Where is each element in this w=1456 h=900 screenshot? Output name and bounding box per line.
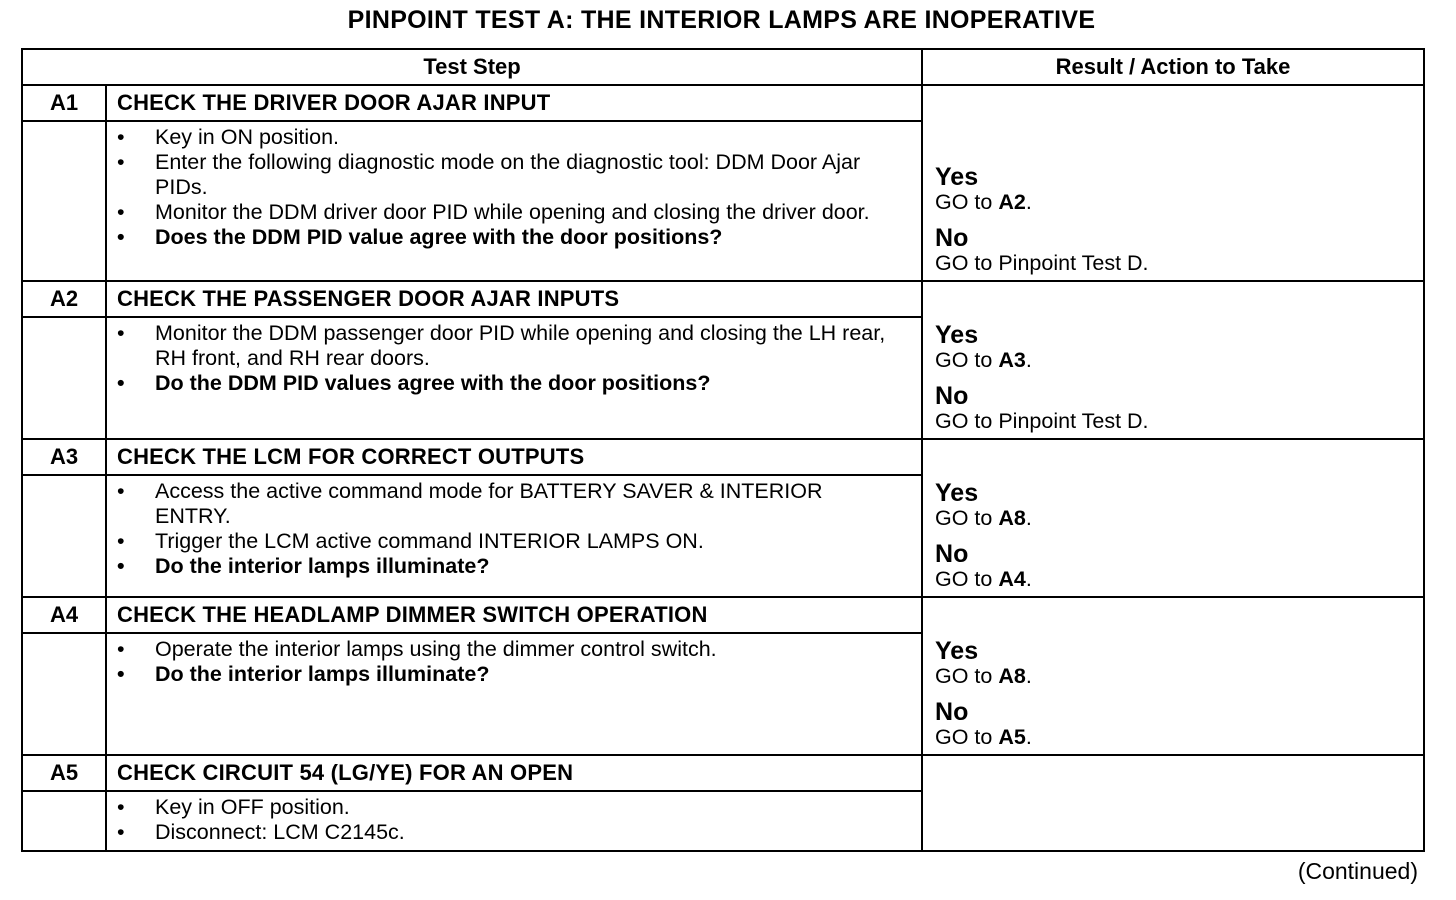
step-title-row <box>22 755 1424 791</box>
result-cell <box>922 85 1424 281</box>
step-title-row <box>22 597 1424 633</box>
result-yes-label: Yes <box>935 321 979 349</box>
instruction-item: • Key in OFF position. <box>117 795 350 819</box>
result-yes-action: GO to A8. <box>935 506 1032 530</box>
instruction-item: • Enter the following diagnostic mode on the diagnostic tool: DDM Door Ajar PIDs. <box>117 150 861 199</box>
step-title-row <box>22 281 1424 317</box>
result-yes-action: GO to A8. <box>935 664 1032 688</box>
instruction-item: • Access the active command mode for BATTERY SAVER & INTERIOR ENTRY. <box>117 479 823 528</box>
instruction-question: • Do the DDM PID values agree with the door positions? <box>117 371 711 395</box>
step-title: CHECK CIRCUIT 54 (LG/YE) FOR AN OPEN <box>106 755 922 791</box>
step-id-blank <box>22 475 106 597</box>
result-yes-action: GO to A3. <box>935 348 1032 372</box>
step-title: CHECK THE PASSENGER DOOR AJAR INPUTS <box>106 281 922 317</box>
test-step-header: Test Step <box>22 49 922 85</box>
step-title: CHECK THE HEADLAMP DIMMER SWITCH OPERATION <box>106 597 922 633</box>
result-cell <box>922 281 1424 439</box>
continued-note: (Continued) <box>1297 858 1418 884</box>
result-yes-target: A8 <box>998 664 1026 688</box>
result-no-action: GO to Pinpoint Test D. <box>935 251 1149 275</box>
result-yes-label: Yes <box>935 479 979 507</box>
result-no-label: No <box>935 224 969 252</box>
result-no-action: GO to A5. <box>935 725 1032 749</box>
step-id-blank <box>22 121 106 281</box>
step-id-blank <box>22 317 106 439</box>
step-instructions <box>106 121 922 281</box>
step-title-row <box>22 85 1424 121</box>
pinpoint-test-table <box>21 48 1425 852</box>
result-no-label: No <box>935 698 969 726</box>
instruction-item: • Monitor the DDM passenger door PID while opening and closing the LH rear, RH front, and RH rear doors. <box>117 321 886 370</box>
instruction-item: • Key in ON position. <box>117 125 340 149</box>
result-no-label: No <box>935 540 969 568</box>
result-yes-target: A8 <box>998 506 1026 530</box>
step-title: CHECK THE DRIVER DOOR AJAR INPUT <box>106 85 922 121</box>
result-header: Result / Action to Take <box>922 49 1424 85</box>
step-id: A1 <box>22 85 106 121</box>
instruction-question: • Do the interior lamps illuminate? <box>117 554 490 578</box>
step-id-blank <box>22 633 106 755</box>
result-yes-label: Yes <box>935 163 979 191</box>
instruction-question: • Do the interior lamps illuminate? <box>117 662 490 686</box>
result-no-action: GO to Pinpoint Test D. <box>935 409 1149 433</box>
result-yes-target: A3 <box>998 348 1026 372</box>
result-cell <box>922 755 1424 851</box>
result-no-action: GO to A4. <box>935 567 1032 591</box>
table-header-row <box>22 49 1424 85</box>
step-instructions <box>106 633 922 755</box>
result-no-target: A4 <box>998 567 1026 591</box>
step-instructions <box>106 317 922 439</box>
instruction-item: • Disconnect: LCM C2145c. <box>117 820 405 844</box>
page-title: PINPOINT TEST A: THE INTERIOR LAMPS ARE INOPERATIVE <box>347 6 1096 34</box>
step-id: A4 <box>22 597 106 633</box>
result-cell <box>922 439 1424 597</box>
step-id: A3 <box>22 439 106 475</box>
step-title: CHECK THE LCM FOR CORRECT OUTPUTS <box>106 439 922 475</box>
step-id: A2 <box>22 281 106 317</box>
step-id: A5 <box>22 755 106 791</box>
result-yes-label: Yes <box>935 637 979 665</box>
step-id-blank <box>22 791 106 851</box>
step-instructions <box>106 791 922 851</box>
result-yes-action: GO to A2. <box>935 190 1032 214</box>
instruction-item: • Trigger the LCM active command INTERIOR LAMPS ON. <box>117 529 704 553</box>
result-no-target: A5 <box>998 725 1026 749</box>
result-cell <box>922 597 1424 755</box>
step-title-row <box>22 439 1424 475</box>
result-no-label: No <box>935 382 969 410</box>
result-yes-target: A2 <box>998 190 1026 214</box>
step-instructions <box>106 475 922 597</box>
instruction-item: • Monitor the DDM driver door PID while opening and closing the driver door. <box>117 200 870 224</box>
instruction-question: • Does the DDM PID value agree with the door positions? <box>117 225 723 249</box>
instruction-item: • Operate the interior lamps using the dimmer control switch. <box>117 637 717 661</box>
